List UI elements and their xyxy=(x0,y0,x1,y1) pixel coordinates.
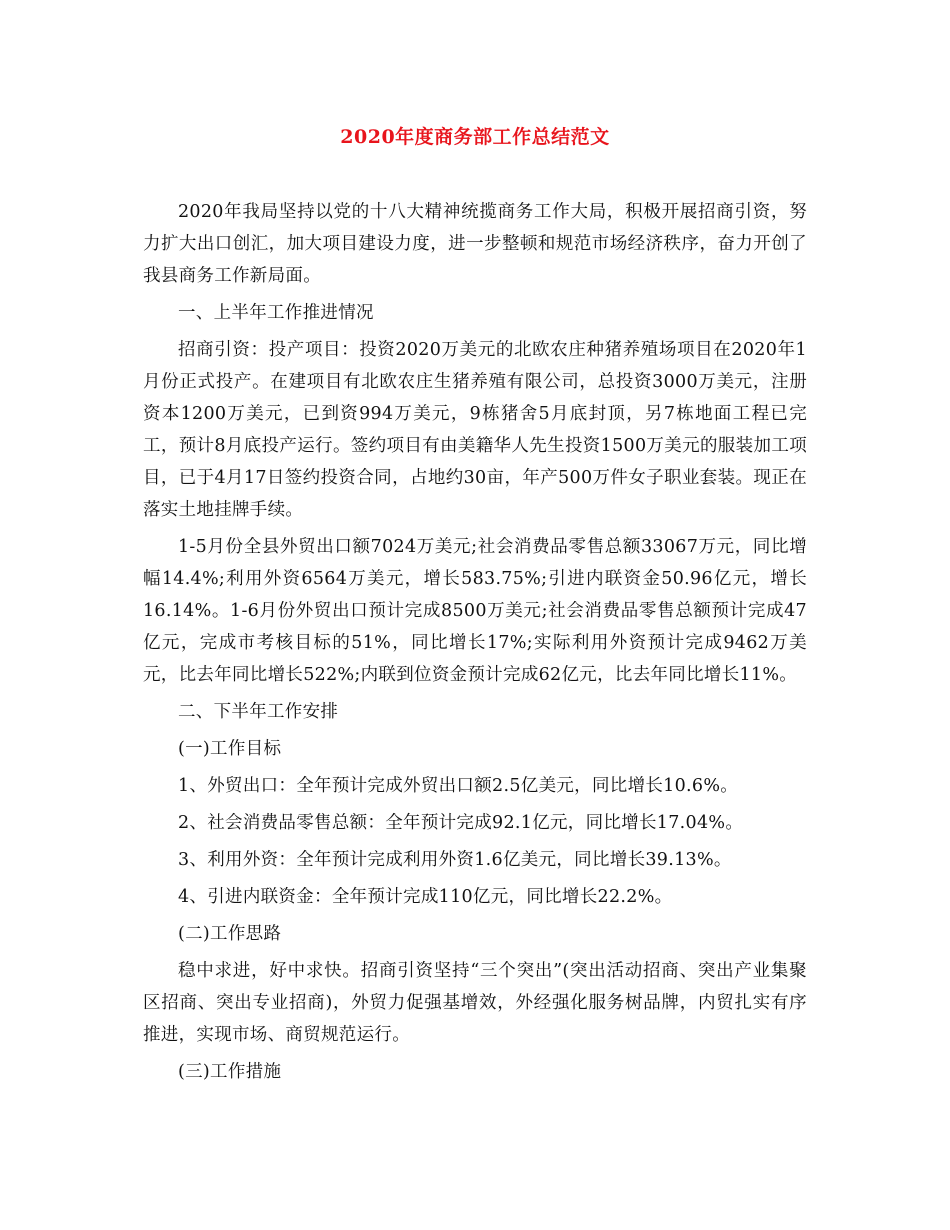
paragraph-investment: 招商引资：投产项目：投资2020万美元的北欧农庄种猪养殖场项目在2020年1月份正式投产。在建项目有北欧农庄生猪养殖有限公司，总投资3000万美元，注册资本1200万美元，已到资994万美元，9栋猪舍5月底封顶，另7栋地面工程已完工，预计8月底投产运行。签约项目有由美籍华人先生投资1500万美元的服装加工项目，已于4月17日签约投资合同，占地约30亩，年产500万件女子职业套装。现正在落实土地挂牌手续。 xyxy=(143,340,807,520)
subheading-measures: (三)工作措施 xyxy=(178,1062,282,1082)
subheading-approach: (二)工作思路 xyxy=(178,924,282,944)
paragraph-intro: 2020年我局坚持以党的十八大精神统揽商务工作大局，积极开展招商引资，努力扩大出口创汇，加大项目建设力度，进一步整顿和规范市场经济秩序，奋力开创了我县商务工作新局面。 xyxy=(143,202,807,286)
section-heading-first-half: 一、上半年工作推进情况 xyxy=(178,303,374,323)
section-heading-second-half: 二、下半年工作安排 xyxy=(178,702,339,722)
paragraph-statistics: 1-5月份全县外贸出口额7024万美元;社会消费品零售总额33067万元，同比增幅14.4%;利用外资6564万美元，增长583.75%;引进内联资金50.96亿元，增长16.14%。1-6月份外贸出口预计完成8500万美元;社会消费品零售总额预计完成47亿元，完成市考核目标的51%，同比增长17%;实际利用外资预计完成9462万美元，比去年同比增长522%;内联到位资金预计完成62亿元，比去年同比增长11%。 xyxy=(143,537,807,685)
goal-item-export: 1、外贸出口：全年预计完成外贸出口额2.5亿美元，同比增长10.6%。 xyxy=(178,776,739,796)
goal-item-retail: 2、社会消费品零售总额：全年预计完成92.1亿元，同比增长17.04%。 xyxy=(178,813,744,833)
goal-item-foreign-capital: 3、利用外资：全年预计完成利用外资1.6亿美元，同比增长39.13%。 xyxy=(178,850,732,870)
paragraph-approach: 稳中求进，好中求快。招商引资坚持“三个突出”(突出活动招商、突出产业集聚区招商、突出专业招商)，外贸力促强基增效，外经强化服务树品牌，内贸扎实有序推进，实现市场、商贸规范运行。 xyxy=(143,961,807,1045)
document-title: 2020年度商务部工作总结范文 xyxy=(340,126,610,148)
subheading-goals: (一)工作目标 xyxy=(178,739,282,759)
document-body xyxy=(143,196,807,1093)
goal-item-domestic-capital: 4、引进内联资金：全年预计完成110亿元，同比增长22.2%。 xyxy=(178,887,673,907)
